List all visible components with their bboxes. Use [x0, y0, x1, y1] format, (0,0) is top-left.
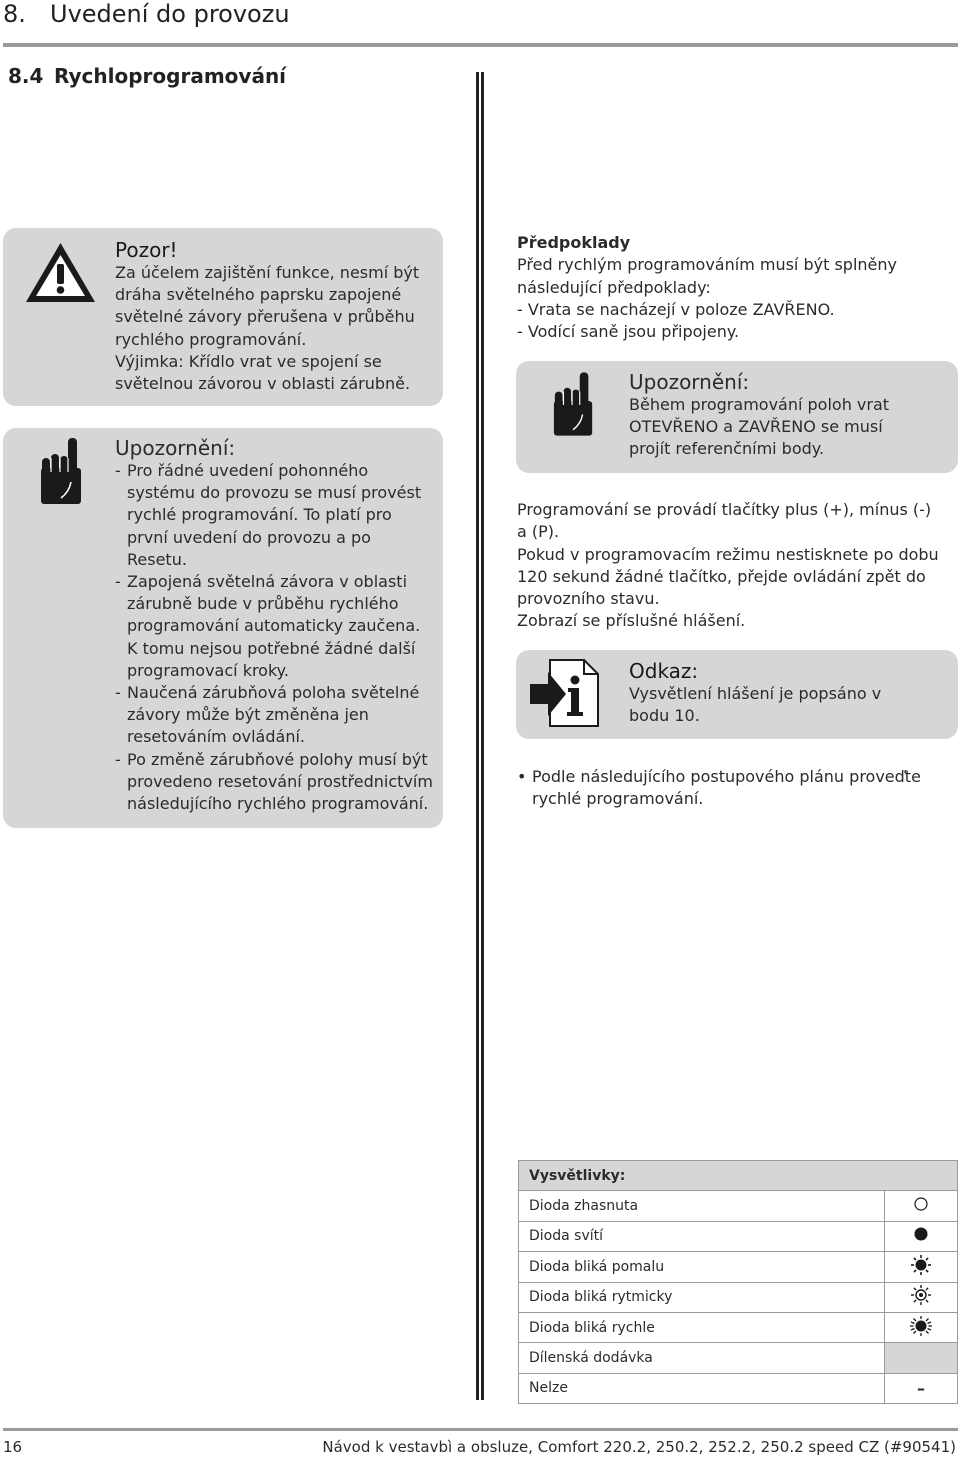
list-item-line: následujícího rychlého programování.: [127, 794, 429, 814]
reference-box: [516, 650, 958, 739]
warning-line: dráha světelného paprsku zapojené: [115, 285, 402, 305]
warning-line: světelné závory přerušena v průběhu: [115, 307, 415, 327]
notice-right-line: projít referenčními body.: [629, 439, 825, 459]
section-title: Rychloprogramování: [54, 64, 287, 88]
notice-right-line: OTEVŘENO a ZAVŘENO se musí: [629, 417, 883, 437]
programming-line: 120 sekund žádné tlačítko, přejde ovládání zpět do: [517, 566, 926, 586]
legend-row: [519, 1312, 958, 1342]
prerequisites-line: - Vrata se nacházejí v poloze ZAVŘENO.: [517, 299, 835, 319]
list-item: [115, 682, 440, 749]
notice-left-title: Upozornění:: [115, 436, 236, 460]
list-item-line: první uvedení do provozu a po: [127, 527, 371, 547]
pointing-hand-icon: [552, 369, 596, 439]
column-divider-line: [476, 72, 479, 1400]
info-document-icon: [528, 658, 602, 728]
notice-left-list: [115, 460, 440, 815]
reference-line: Vysvětlení hlášení je popsáno v: [629, 684, 882, 703]
list-item-line: závory může být změněna jen: [127, 705, 369, 725]
footer-rule: [3, 1428, 958, 1431]
led-blink-slow-icon: [885, 1252, 958, 1282]
list-item-line: - Pro řádné uvedení pohonného: [127, 461, 369, 480]
list-item-line: K tomu nejsou potřebné žádné další: [127, 638, 416, 658]
chapter-number: 8.: [3, 0, 26, 28]
list-item-line: - Zapojená světelná závora v oblasti: [127, 572, 408, 592]
reference-line: bodu 10.: [629, 706, 700, 726]
legend-label: Dioda zhasnuta: [519, 1191, 885, 1221]
prerequisites-line: následující předpoklady:: [517, 277, 711, 297]
list-item-line: - Naučená zárubňová poloha světelné: [127, 683, 420, 703]
bullet-line: Podle následujícího postupového plánu proveďte: [532, 767, 921, 786]
factory-default-shade: [885, 1343, 958, 1373]
list-item-line: zárubně bude v průběhu rychlého: [127, 594, 399, 614]
programming-line: a (P).: [517, 522, 560, 542]
list-item-line: rychlé programování. To platí pro: [127, 505, 392, 525]
chapter-title: Uvedení do provozu: [50, 0, 290, 28]
list-item-line: programovací kroky.: [127, 660, 289, 680]
legend-label: Dioda bliká rytmicky: [519, 1282, 885, 1312]
section-heading: [8, 64, 286, 88]
legend-row: [519, 1282, 958, 1312]
prerequisites-line: Před rychlým programováním musí být splněny: [517, 255, 897, 275]
warning-box: [3, 228, 443, 406]
section-number: 8.4: [8, 64, 44, 88]
list-item-line: programování automaticky zaučena.: [127, 616, 421, 636]
bullet-dot-icon: •: [517, 767, 527, 786]
legend-row: [519, 1221, 958, 1251]
reference-text: [629, 683, 949, 727]
notice-box-left: [3, 428, 443, 828]
warning-line: rychlého programování.: [115, 329, 307, 349]
prerequisites: [517, 232, 957, 343]
programming-line: Zobrazí se příslušné hlášení.: [517, 611, 746, 631]
legend-label: Nelze: [519, 1373, 885, 1403]
programming-line: Pokud v programovacím režimu nestisknete po dobu: [517, 544, 939, 564]
list-item-line: systému do provozu se musí provést: [127, 483, 422, 503]
legend-table: [518, 1160, 958, 1404]
notice-right-line: Během programování poloh vrat: [629, 395, 890, 414]
not-possible-symbol: –: [885, 1373, 958, 1403]
chapter-heading: [3, 0, 290, 28]
legend-row: [519, 1373, 958, 1403]
pointing-hand-icon: [39, 436, 85, 506]
bullet-instruction: [517, 766, 957, 811]
notice-right-title: Upozornění:: [629, 370, 750, 394]
list-item: [115, 749, 440, 816]
warning-text: [115, 262, 440, 395]
programming-text: [517, 499, 957, 633]
legend-row: [519, 1252, 958, 1282]
column-divider-line: [481, 72, 484, 1400]
legend-label: Dílenská dodávka: [519, 1343, 885, 1373]
page-number: 16: [3, 1438, 23, 1456]
warning-line: Výjimka: Křídlo vrat ve spojení se: [115, 351, 382, 371]
list-item: [115, 460, 440, 571]
led-blink-rhythmic-icon: [885, 1282, 958, 1312]
warning-triangle-icon: [23, 240, 98, 306]
reference-title: Odkaz:: [629, 659, 699, 683]
led-blink-fast-icon: [885, 1312, 958, 1342]
notice-right-text: [629, 394, 949, 461]
legend-title: Vysvětlivky:: [519, 1161, 958, 1191]
led-on-icon: [885, 1221, 958, 1251]
prerequisites-line: - Vodící saně jsou připojeny.: [517, 322, 740, 342]
list-item-line: - Po změně zárubňové polohy musí být: [127, 749, 428, 769]
list-item-line: provedeno resetování prostřednictvím: [127, 771, 433, 791]
warning-line: Za účelem zajištění funkce, nesmí být: [115, 263, 420, 282]
bullet-line: rychlé programování.: [532, 789, 704, 809]
prerequisites-title: Předpoklady: [517, 233, 631, 252]
legend-header-row: [519, 1161, 958, 1191]
list-item-line: resetováním ovládání.: [127, 727, 305, 747]
list-item-line: Resetu.: [127, 549, 187, 569]
legend-row: [519, 1191, 958, 1221]
footer-document-title: Návod k vestavbì a obsluze, Comfort 220.2, 250.2, 252.2, 250.2 speed CZ (#90541): [322, 1438, 956, 1456]
programming-line: provozního stavu.: [517, 589, 660, 609]
led-off-icon: [885, 1191, 958, 1221]
header-rule: [3, 43, 958, 47]
list-item: [115, 571, 440, 682]
notice-box-right: [516, 361, 958, 473]
legend-label: Dioda svítí: [519, 1221, 885, 1251]
warning-title: Pozor!: [115, 238, 178, 262]
legend-label: Dioda bliká pomalu: [519, 1252, 885, 1282]
warning-line: světelnou závorou v oblasti zárubně.: [115, 374, 411, 394]
legend-label: Dioda bliká rychle: [519, 1312, 885, 1342]
legend-row: [519, 1343, 958, 1373]
programming-line: Programování se provádí tlačítky plus (+), mínus (-): [517, 500, 932, 519]
